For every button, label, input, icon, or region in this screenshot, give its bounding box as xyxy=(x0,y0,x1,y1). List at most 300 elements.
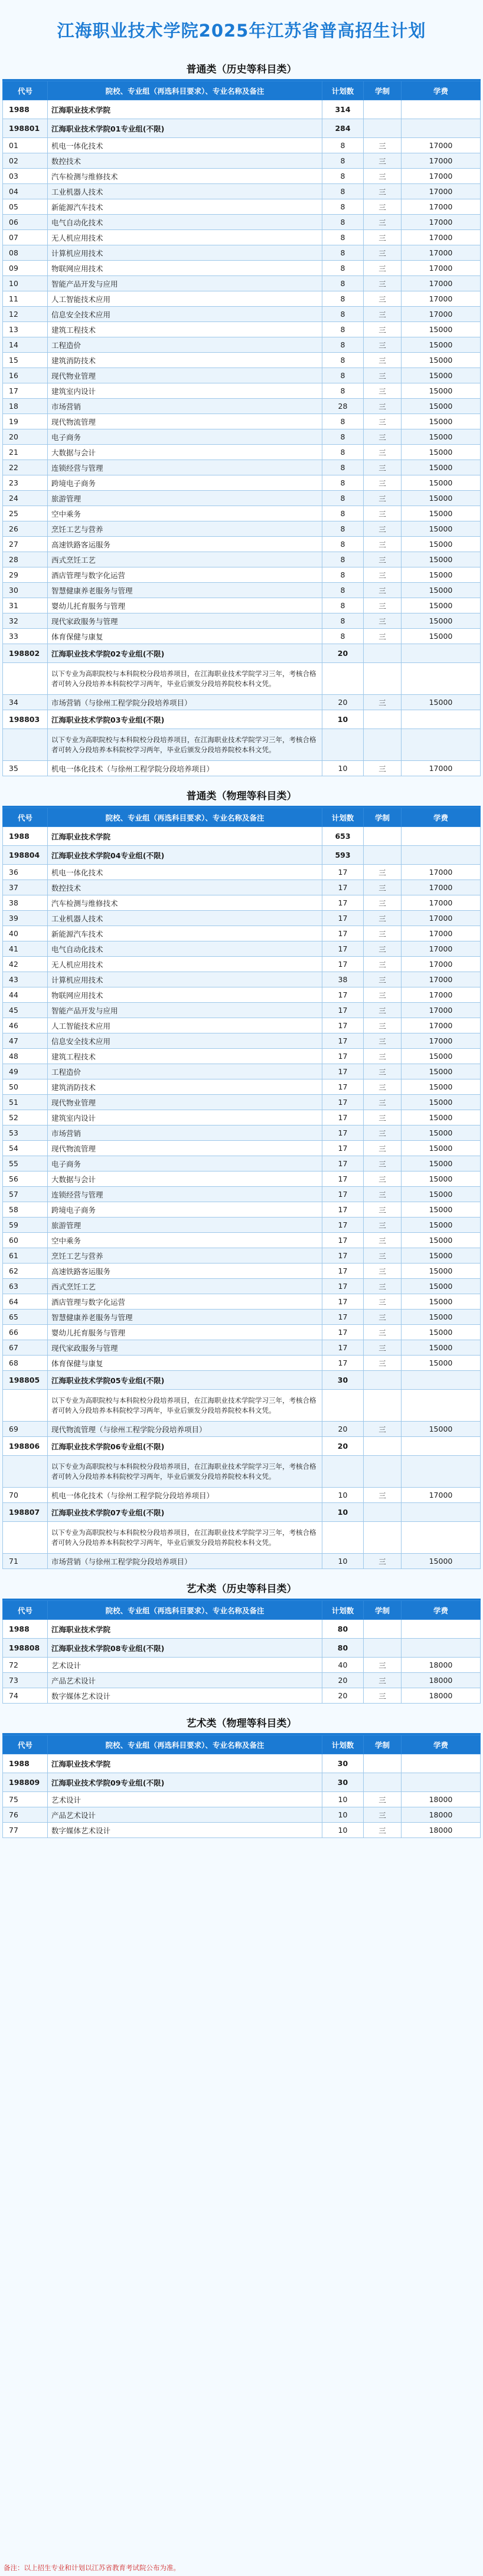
header-plan: 计划数 xyxy=(322,81,364,100)
row-code: 47 xyxy=(3,1033,48,1049)
row-plan: 17 xyxy=(322,1325,364,1340)
row-plan: 10 xyxy=(322,1792,364,1807)
row-name: 艺术设计 xyxy=(48,1658,322,1673)
row-fee: 17000 xyxy=(402,880,481,895)
row-code: 36 xyxy=(3,865,48,880)
row-plan: 10 xyxy=(322,1807,364,1823)
row-name: 建筑室内设计 xyxy=(48,383,322,399)
row-plan: 17 xyxy=(322,1125,364,1141)
table-row xyxy=(3,368,481,383)
row-code: 10 xyxy=(3,276,48,291)
row-fee xyxy=(402,1754,481,1773)
table-row xyxy=(3,598,481,613)
table-row xyxy=(3,1141,481,1156)
row-plan: 8 xyxy=(322,491,364,506)
row-name: 产品艺术设计 xyxy=(48,1673,322,1688)
row-plan: 284 xyxy=(322,119,364,138)
row-fee: 17000 xyxy=(402,911,481,926)
table-header-row xyxy=(3,81,481,100)
row-name: 数字媒体艺术设计 xyxy=(48,1688,322,1704)
table-row xyxy=(3,1554,481,1569)
row-fee: 15000 xyxy=(402,521,481,537)
row-plan: 28 xyxy=(322,399,364,414)
header-plan: 计划数 xyxy=(322,808,364,827)
row-fee: 18000 xyxy=(402,1792,481,1807)
row-fee: 15000 xyxy=(402,613,481,629)
row-name: 市场营销 xyxy=(48,399,322,414)
row-name: 人工智能技术应用 xyxy=(48,1018,322,1033)
row-code: 01 xyxy=(3,138,48,153)
row-name: 现代物业管理 xyxy=(48,368,322,383)
row-plan: 17 xyxy=(322,1218,364,1233)
row-name: 无人机应用技术 xyxy=(48,957,322,972)
row-name: 高速铁路客运服务 xyxy=(48,537,322,552)
row-years: 三 xyxy=(364,491,402,506)
row-name: 新能源汽车技术 xyxy=(48,199,322,215)
row-years xyxy=(364,644,402,663)
row-plan: 593 xyxy=(322,846,364,865)
table-row xyxy=(3,276,481,291)
row-name: 连锁经营与管理 xyxy=(48,1187,322,1202)
row-code: 46 xyxy=(3,1018,48,1033)
row-years: 三 xyxy=(364,1064,402,1079)
row-plan: 17 xyxy=(322,1003,364,1018)
row-plan: 8 xyxy=(322,138,364,153)
row-name: 烹饪工艺与营养 xyxy=(48,1248,322,1264)
header-code: 代号 xyxy=(3,1601,48,1620)
row-plan: 8 xyxy=(322,307,364,322)
row-fee: 15000 xyxy=(402,414,481,429)
row-years: 三 xyxy=(364,1033,402,1049)
row-years: 三 xyxy=(364,880,402,895)
row-fee xyxy=(402,729,481,761)
group-row xyxy=(3,644,481,663)
row-plan: 17 xyxy=(322,880,364,895)
table-row xyxy=(3,429,481,445)
table-row xyxy=(3,880,481,895)
table-row xyxy=(3,1187,481,1202)
row-name: 建筑工程技术 xyxy=(48,322,322,337)
row-plan: 8 xyxy=(322,583,364,598)
table-row xyxy=(3,1310,481,1325)
table-row xyxy=(3,695,481,710)
table-row xyxy=(3,1422,481,1437)
row-name: 以下专业为高职院校与本科院校分段培养项目，在江海职业技术学院学习三年，考核合格者可转入分段培养本科院校学习两年，毕业后颁发分段培养院校本科文凭。 xyxy=(48,1390,322,1422)
row-name: 机电一体化技术（与徐州工程学院分段培养项目） xyxy=(48,1488,322,1503)
row-years xyxy=(364,1390,402,1422)
row-plan: 10 xyxy=(322,761,364,776)
row-name: 建筑消防技术 xyxy=(48,1079,322,1095)
header-code: 代号 xyxy=(3,81,48,100)
row-plan: 17 xyxy=(322,1018,364,1033)
row-plan: 8 xyxy=(322,337,364,353)
table-row xyxy=(3,506,481,521)
row-fee xyxy=(402,846,481,865)
row-name: 智慧健康养老服务与管理 xyxy=(48,1310,322,1325)
row-plan: 8 xyxy=(322,322,364,337)
row-plan: 17 xyxy=(322,1049,364,1064)
row-plan: 8 xyxy=(322,414,364,429)
sections-container xyxy=(0,59,483,1838)
row-plan: 10 xyxy=(322,1554,364,1569)
header-plan: 计划数 xyxy=(322,1601,364,1620)
row-years: 三 xyxy=(364,230,402,245)
group-row xyxy=(3,1620,481,1639)
header-years: 学制 xyxy=(364,1735,402,1754)
row-name: 旅游管理 xyxy=(48,491,322,506)
row-years: 三 xyxy=(364,865,402,880)
row-fee xyxy=(402,1371,481,1390)
row-plan: 8 xyxy=(322,153,364,169)
row-fee: 17000 xyxy=(402,153,481,169)
page-title: 江海职业技术学院2025年江苏省普高招生计划 xyxy=(57,20,426,41)
row-name: 体育保健与康复 xyxy=(48,629,322,644)
row-plan: 8 xyxy=(322,460,364,475)
row-years: 三 xyxy=(364,307,402,322)
row-code: 20 xyxy=(3,429,48,445)
row-fee xyxy=(402,827,481,846)
row-code xyxy=(3,729,48,761)
row-code: 21 xyxy=(3,445,48,460)
row-name: 西式烹饪工艺 xyxy=(48,552,322,567)
row-plan: 8 xyxy=(322,353,364,368)
row-years: 三 xyxy=(364,613,402,629)
row-name: 跨境电子商务 xyxy=(48,475,322,491)
row-plan: 8 xyxy=(322,567,364,583)
row-years: 三 xyxy=(364,941,402,957)
table-row xyxy=(3,1125,481,1141)
row-years: 三 xyxy=(364,383,402,399)
row-fee: 17000 xyxy=(402,245,481,261)
row-years: 三 xyxy=(364,761,402,776)
row-code xyxy=(3,663,48,695)
row-years: 三 xyxy=(364,215,402,230)
row-plan: 17 xyxy=(322,1202,364,1218)
row-name: 江海职业技术学院04专业组(不限) xyxy=(48,846,322,865)
table-row xyxy=(3,1079,481,1095)
row-name: 物联网应用技术 xyxy=(48,987,322,1003)
row-years xyxy=(364,1639,402,1658)
row-code: 39 xyxy=(3,911,48,926)
row-code: 18 xyxy=(3,399,48,414)
note-row xyxy=(3,1522,481,1554)
row-name: 江海职业技术学院05专业组(不限) xyxy=(48,1371,322,1390)
row-years: 三 xyxy=(364,322,402,337)
row-fee: 17000 xyxy=(402,941,481,957)
table-row xyxy=(3,926,481,941)
row-code: 17 xyxy=(3,383,48,399)
row-code: 37 xyxy=(3,880,48,895)
row-fee: 15000 xyxy=(402,1422,481,1437)
row-code: 05 xyxy=(3,199,48,215)
row-code: 64 xyxy=(3,1294,48,1310)
row-name: 空中乘务 xyxy=(48,506,322,521)
row-code: 61 xyxy=(3,1248,48,1264)
row-fee: 15000 xyxy=(402,1356,481,1371)
row-plan xyxy=(322,729,364,761)
row-fee: 17000 xyxy=(402,215,481,230)
row-plan: 8 xyxy=(322,368,364,383)
row-plan: 17 xyxy=(322,1033,364,1049)
group-row xyxy=(3,1773,481,1792)
row-name: 婴幼儿托育服务与管理 xyxy=(48,598,322,613)
row-fee xyxy=(402,1522,481,1554)
row-code: 11 xyxy=(3,291,48,307)
row-name: 高速铁路客运服务 xyxy=(48,1264,322,1279)
row-years: 三 xyxy=(364,972,402,987)
row-code: 33 xyxy=(3,629,48,644)
row-years: 三 xyxy=(364,521,402,537)
row-name: 江海职业技术学院03专业组(不限) xyxy=(48,710,322,729)
row-code: 198802 xyxy=(3,644,48,663)
row-code: 198801 xyxy=(3,119,48,138)
plan-table xyxy=(2,1735,481,1838)
row-code: 14 xyxy=(3,337,48,353)
row-plan: 20 xyxy=(322,1688,364,1704)
row-fee: 15000 xyxy=(402,322,481,337)
row-years: 三 xyxy=(364,429,402,445)
row-years: 三 xyxy=(364,1279,402,1294)
row-name: 市场营销（与徐州工程学院分段培养项目） xyxy=(48,695,322,710)
row-years: 三 xyxy=(364,1264,402,1279)
row-fee: 15000 xyxy=(402,695,481,710)
row-fee: 18000 xyxy=(402,1673,481,1688)
row-plan: 8 xyxy=(322,383,364,399)
row-years: 三 xyxy=(364,1218,402,1233)
row-fee: 17000 xyxy=(402,138,481,153)
group-row xyxy=(3,1639,481,1658)
row-years: 三 xyxy=(364,1079,402,1095)
row-code: 51 xyxy=(3,1095,48,1110)
row-code: 42 xyxy=(3,957,48,972)
row-years: 三 xyxy=(364,169,402,184)
group-row xyxy=(3,100,481,119)
row-fee: 15000 xyxy=(402,1141,481,1156)
header-name: 院校、专业组（再选科目要求）、专业名称及备注 xyxy=(48,1601,322,1620)
row-years xyxy=(364,1754,402,1773)
row-name: 工程造价 xyxy=(48,337,322,353)
row-code: 45 xyxy=(3,1003,48,1018)
plan-table xyxy=(2,81,481,776)
row-plan: 8 xyxy=(322,506,364,521)
row-years: 三 xyxy=(364,138,402,153)
row-code: 30 xyxy=(3,583,48,598)
row-code: 198804 xyxy=(3,846,48,865)
row-plan: 17 xyxy=(322,1294,364,1310)
group-row xyxy=(3,710,481,729)
row-plan: 8 xyxy=(322,537,364,552)
row-fee: 15000 xyxy=(402,1218,481,1233)
header-fee: 学费 xyxy=(402,1735,481,1754)
section-heading: 普通类（历史等科目类） xyxy=(2,59,481,81)
row-plan: 8 xyxy=(322,521,364,537)
section-heading: 艺术类（物理等科目类） xyxy=(2,1713,481,1735)
row-years: 三 xyxy=(364,926,402,941)
row-plan: 30 xyxy=(322,1371,364,1390)
row-plan: 17 xyxy=(322,1310,364,1325)
row-years: 三 xyxy=(364,184,402,199)
row-plan: 17 xyxy=(322,1064,364,1079)
row-code: 198809 xyxy=(3,1773,48,1792)
row-name: 电子商务 xyxy=(48,429,322,445)
row-fee: 15000 xyxy=(402,629,481,644)
row-name: 现代家政服务与管理 xyxy=(48,1340,322,1356)
row-years: 三 xyxy=(364,1488,402,1503)
row-code: 02 xyxy=(3,153,48,169)
row-plan: 10 xyxy=(322,1503,364,1522)
table-row xyxy=(3,337,481,353)
row-code: 52 xyxy=(3,1110,48,1125)
row-plan: 17 xyxy=(322,957,364,972)
row-fee: 15000 xyxy=(402,583,481,598)
row-years xyxy=(364,1773,402,1792)
row-code: 198806 xyxy=(3,1437,48,1456)
table-row xyxy=(3,245,481,261)
row-name: 数控技术 xyxy=(48,153,322,169)
row-plan: 8 xyxy=(322,629,364,644)
table-row xyxy=(3,153,481,169)
row-years: 三 xyxy=(364,1003,402,1018)
table-row xyxy=(3,1064,481,1079)
plan-section xyxy=(2,1713,481,1838)
row-name: 以下专业为高职院校与本科院校分段培养项目，在江海职业技术学院学习三年，考核合格者可转入分段培养本科院校学习两年，毕业后颁发分段培养院校本科文凭。 xyxy=(48,729,322,761)
row-code: 67 xyxy=(3,1340,48,1356)
row-fee: 15000 xyxy=(402,1079,481,1095)
row-code: 06 xyxy=(3,215,48,230)
table-row xyxy=(3,1018,481,1033)
row-fee: 17000 xyxy=(402,169,481,184)
row-fee: 17000 xyxy=(402,987,481,1003)
row-name: 市场营销（与徐州工程学院分段培养项目） xyxy=(48,1554,322,1569)
table-row xyxy=(3,1095,481,1110)
row-code: 19 xyxy=(3,414,48,429)
row-code: 1988 xyxy=(3,100,48,119)
row-fee: 15000 xyxy=(402,1125,481,1141)
row-code: 31 xyxy=(3,598,48,613)
row-fee: 17000 xyxy=(402,895,481,911)
row-years: 三 xyxy=(364,1294,402,1310)
row-years: 三 xyxy=(364,1823,402,1838)
row-years xyxy=(364,100,402,119)
row-plan: 8 xyxy=(322,184,364,199)
table-row xyxy=(3,1294,481,1310)
table-row xyxy=(3,199,481,215)
row-name: 产品艺术设计 xyxy=(48,1807,322,1823)
row-years xyxy=(364,827,402,846)
row-years: 三 xyxy=(364,1422,402,1437)
row-name: 汽车检测与维修技术 xyxy=(48,895,322,911)
row-plan: 8 xyxy=(322,230,364,245)
table-row xyxy=(3,972,481,987)
row-years: 三 xyxy=(364,261,402,276)
section-gap xyxy=(0,1569,483,1579)
row-years: 三 xyxy=(364,1807,402,1823)
row-fee xyxy=(402,119,481,138)
row-code: 58 xyxy=(3,1202,48,1218)
row-fee: 15000 xyxy=(402,598,481,613)
row-code: 35 xyxy=(3,761,48,776)
row-code: 09 xyxy=(3,261,48,276)
row-years: 三 xyxy=(364,368,402,383)
table-row xyxy=(3,1658,481,1673)
header-years: 学制 xyxy=(364,81,402,100)
row-plan: 80 xyxy=(322,1639,364,1658)
row-fee: 15000 xyxy=(402,537,481,552)
table-row xyxy=(3,1218,481,1233)
row-years xyxy=(364,1456,402,1488)
footer-note: 备注：以上招生专业和计划以江苏省教育考试院公布为准。 xyxy=(4,2564,180,2572)
row-years: 三 xyxy=(364,245,402,261)
row-fee: 15000 xyxy=(402,1202,481,1218)
row-fee xyxy=(402,1773,481,1792)
row-fee: 15000 xyxy=(402,1248,481,1264)
table-row xyxy=(3,1325,481,1340)
row-fee: 17000 xyxy=(402,1003,481,1018)
row-years: 三 xyxy=(364,583,402,598)
row-fee: 15000 xyxy=(402,1340,481,1356)
row-name: 江海职业技术学院 xyxy=(48,1754,322,1773)
row-years: 三 xyxy=(364,1141,402,1156)
row-years: 三 xyxy=(364,1325,402,1340)
row-code: 38 xyxy=(3,895,48,911)
table-row xyxy=(3,215,481,230)
row-years: 三 xyxy=(364,506,402,521)
header-fee: 学费 xyxy=(402,81,481,100)
table-row xyxy=(3,230,481,245)
row-fee: 15000 xyxy=(402,1264,481,1279)
row-fee: 17000 xyxy=(402,1033,481,1049)
row-years: 三 xyxy=(364,598,402,613)
row-name: 江海职业技术学院 xyxy=(48,827,322,846)
row-name: 江海职业技术学院01专业组(不限) xyxy=(48,119,322,138)
row-years: 三 xyxy=(364,1792,402,1807)
row-plan: 8 xyxy=(322,169,364,184)
row-code: 03 xyxy=(3,169,48,184)
row-code: 32 xyxy=(3,613,48,629)
row-years: 三 xyxy=(364,629,402,644)
row-fee: 17000 xyxy=(402,261,481,276)
row-code: 49 xyxy=(3,1064,48,1079)
row-years: 三 xyxy=(364,153,402,169)
row-code: 25 xyxy=(3,506,48,521)
row-name: 工程造价 xyxy=(48,1064,322,1079)
row-fee: 17000 xyxy=(402,1018,481,1033)
row-fee: 17000 xyxy=(402,926,481,941)
row-fee xyxy=(402,1456,481,1488)
table-row xyxy=(3,184,481,199)
row-plan: 17 xyxy=(322,1233,364,1248)
row-fee: 18000 xyxy=(402,1807,481,1823)
row-plan: 8 xyxy=(322,199,364,215)
row-fee: 18000 xyxy=(402,1688,481,1704)
row-fee: 17000 xyxy=(402,972,481,987)
row-plan: 17 xyxy=(322,987,364,1003)
row-code: 23 xyxy=(3,475,48,491)
row-plan: 17 xyxy=(322,1095,364,1110)
header-code: 代号 xyxy=(3,1735,48,1754)
row-name: 江海职业技术学院07专业组(不限) xyxy=(48,1503,322,1522)
header-name: 院校、专业组（再选科目要求）、专业名称及备注 xyxy=(48,808,322,827)
row-plan: 17 xyxy=(322,1156,364,1171)
row-fee xyxy=(402,663,481,695)
row-years xyxy=(364,846,402,865)
row-code xyxy=(3,1456,48,1488)
row-name: 大数据与会计 xyxy=(48,445,322,460)
table-row xyxy=(3,567,481,583)
row-fee: 15000 xyxy=(402,1049,481,1064)
row-plan: 17 xyxy=(322,1248,364,1264)
row-code: 71 xyxy=(3,1554,48,1569)
